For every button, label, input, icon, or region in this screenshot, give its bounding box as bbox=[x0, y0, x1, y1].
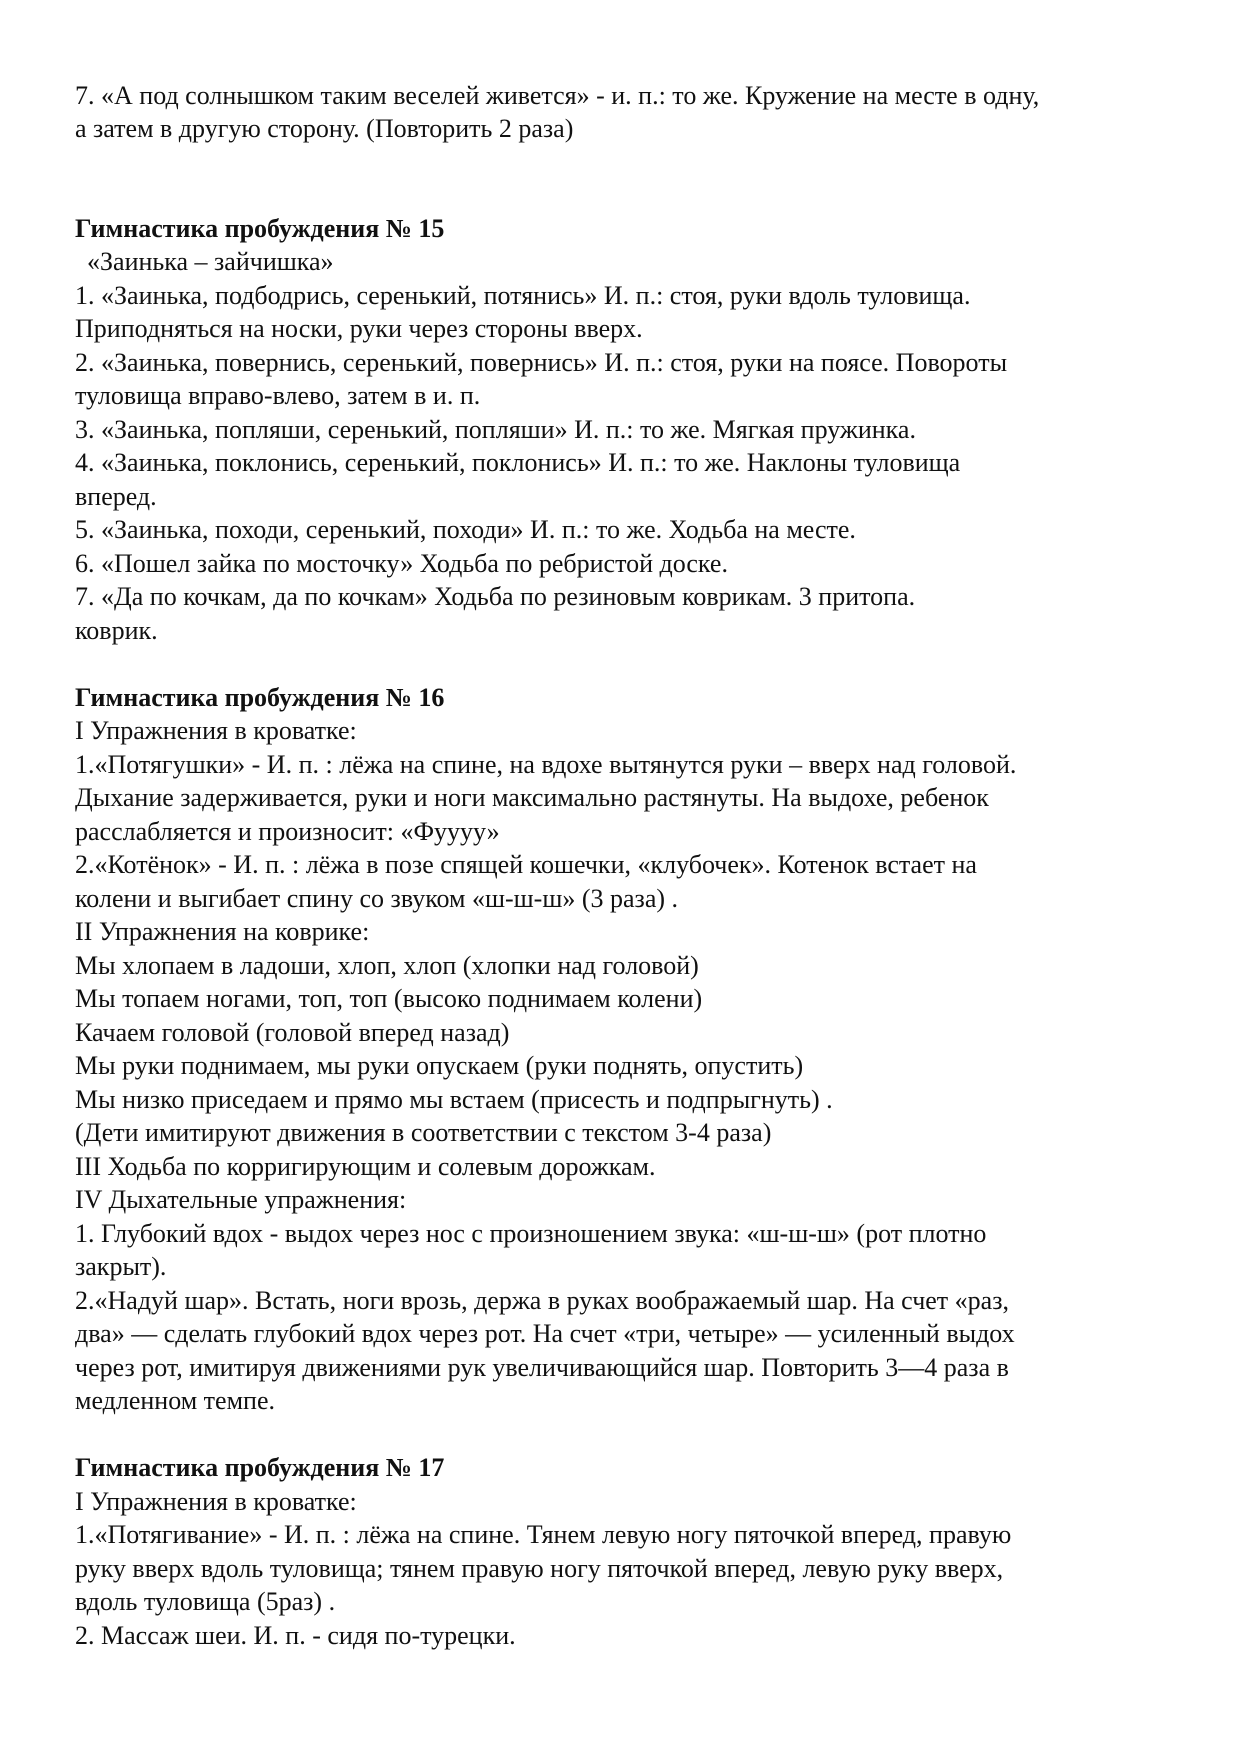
text-line: Дыхание задерживается, руки и ноги максимально растянуты. На выдохе, ребенок bbox=[75, 783, 989, 812]
text-line: 7. «Да по кочкам, да по кочкам» Ходьба по резиновым коврикам. 3 притопа. bbox=[75, 582, 916, 611]
text-line: а затем в другую сторону. (Повторить 2 раза) bbox=[75, 114, 574, 143]
section-17-heading: Гимнастика пробуждения № 17 bbox=[75, 1453, 445, 1482]
text-line: вперед. bbox=[75, 482, 157, 511]
text-line: 1. Глубокий вдох - выдох через нос с произношением звука: «ш-ш-ш» (рот плотно bbox=[75, 1219, 987, 1248]
text-line: 4. «Заинька, поклонись, серенький, поклонись» И. п.: то же. Наклоны туловища bbox=[75, 448, 961, 477]
text-line: IV Дыхательные упражнения: bbox=[75, 1185, 407, 1214]
text-line: туловища вправо-влево, затем в и. п. bbox=[75, 381, 481, 410]
text-line: 3. «Заинька, попляши, серенький, попляши» И. п.: то же. Мягкая пружинка. bbox=[75, 415, 916, 444]
text-line: 1.«Потягушки» - И. п. : лёжа на спине, на вдохе вытянутся руки – вверх над головой. bbox=[75, 750, 1017, 779]
text-line: 2.«Надуй шар». Встать, ноги врозь, держа в руках воображаемый шар. На счет «раз, bbox=[75, 1286, 1009, 1315]
text-line: 1. «Заинька, подбодрись, серенький, потянись» И. п.: стоя, руки вдоль туловища. bbox=[75, 281, 971, 310]
text-line: 7. «А под солнышком таким веселей живется» - и. п.: то же. Кружение на месте в одну, bbox=[75, 81, 1040, 110]
text-line: расслабляется и произносит: «Фуууу» bbox=[75, 817, 500, 846]
text-line: Мы низко приседаем и прямо мы встаем (присесть и подпрыгнуть) . bbox=[75, 1085, 833, 1114]
text-line: I Упражнения в кроватке: bbox=[75, 1487, 357, 1516]
text-line: медленном темпе. bbox=[75, 1386, 275, 1415]
text-line: два» — сделать глубокий вдох через рот. На счет «три, четыре» — усиленный выдох bbox=[75, 1319, 1015, 1348]
text-line: 2. «Заинька, повернись, серенький, повернись» И. п.: стоя, руки на поясе. Повороты bbox=[75, 348, 1008, 377]
text-line: колени и выгибает спину со звуком «ш-ш-ш» (3 раза) . bbox=[75, 884, 679, 913]
text-line: 6. «Пошел зайка по мосточку» Ходьба по ребристой доске. bbox=[75, 549, 728, 578]
text-line: 2.«Котёнок» - И. п. : лёжа в позе спящей кошечки, «клубочек». Котенок встает на bbox=[75, 850, 977, 879]
text-line: (Дети имитируют движения в соответствии с текстом 3-4 раза) bbox=[75, 1118, 772, 1147]
text-line: вдоль туловища (5раз) . bbox=[75, 1587, 336, 1616]
text-line: руку вверх вдоль туловища; тянем правую ногу пяточкой вперед, левую руку вверх, bbox=[75, 1554, 1004, 1583]
text-line: Мы хлопаем в ладоши, хлоп, хлоп (хлопки над головой) bbox=[75, 951, 699, 980]
text-line: Качаем головой (головой вперед назад) bbox=[75, 1018, 510, 1047]
text-line: 2. Массаж шеи. И. п. - сидя по-турецки. bbox=[75, 1621, 516, 1650]
section-16-heading: Гимнастика пробуждения № 16 bbox=[75, 683, 445, 712]
text-line: II Упражнения на коврике: bbox=[75, 917, 370, 946]
section-15-subtitle: «Заинька – зайчишка» bbox=[87, 247, 334, 276]
text-line: закрыт). bbox=[75, 1252, 167, 1281]
text-line: через рот, имитируя движениями рук увеличивающийся шар. Повторить 3—4 раза в bbox=[75, 1353, 1009, 1382]
text-line: Мы руки поднимаем, мы руки опускаем (руки поднять, опустить) bbox=[75, 1051, 804, 1080]
text-line: I Упражнения в кроватке: bbox=[75, 716, 357, 745]
text-line: Мы топаем ногами, топ, топ (высоко поднимаем колени) bbox=[75, 984, 703, 1013]
section-15-heading: Гимнастика пробуждения № 15 bbox=[75, 214, 445, 243]
text-line: III Ходьба по корригирующим и солевым дорожкам. bbox=[75, 1152, 656, 1181]
text-line: Приподняться на носки, руки через стороны вверх. bbox=[75, 314, 643, 343]
text-line: коврик. bbox=[75, 616, 158, 645]
text-line: 5. «Заинька, походи, серенький, походи» И. п.: то же. Ходьба на месте. bbox=[75, 515, 856, 544]
text-line: 1.«Потягивание» - И. п. : лёжа на спине. Тянем левую ногу пяточкой вперед, правую bbox=[75, 1520, 1012, 1549]
